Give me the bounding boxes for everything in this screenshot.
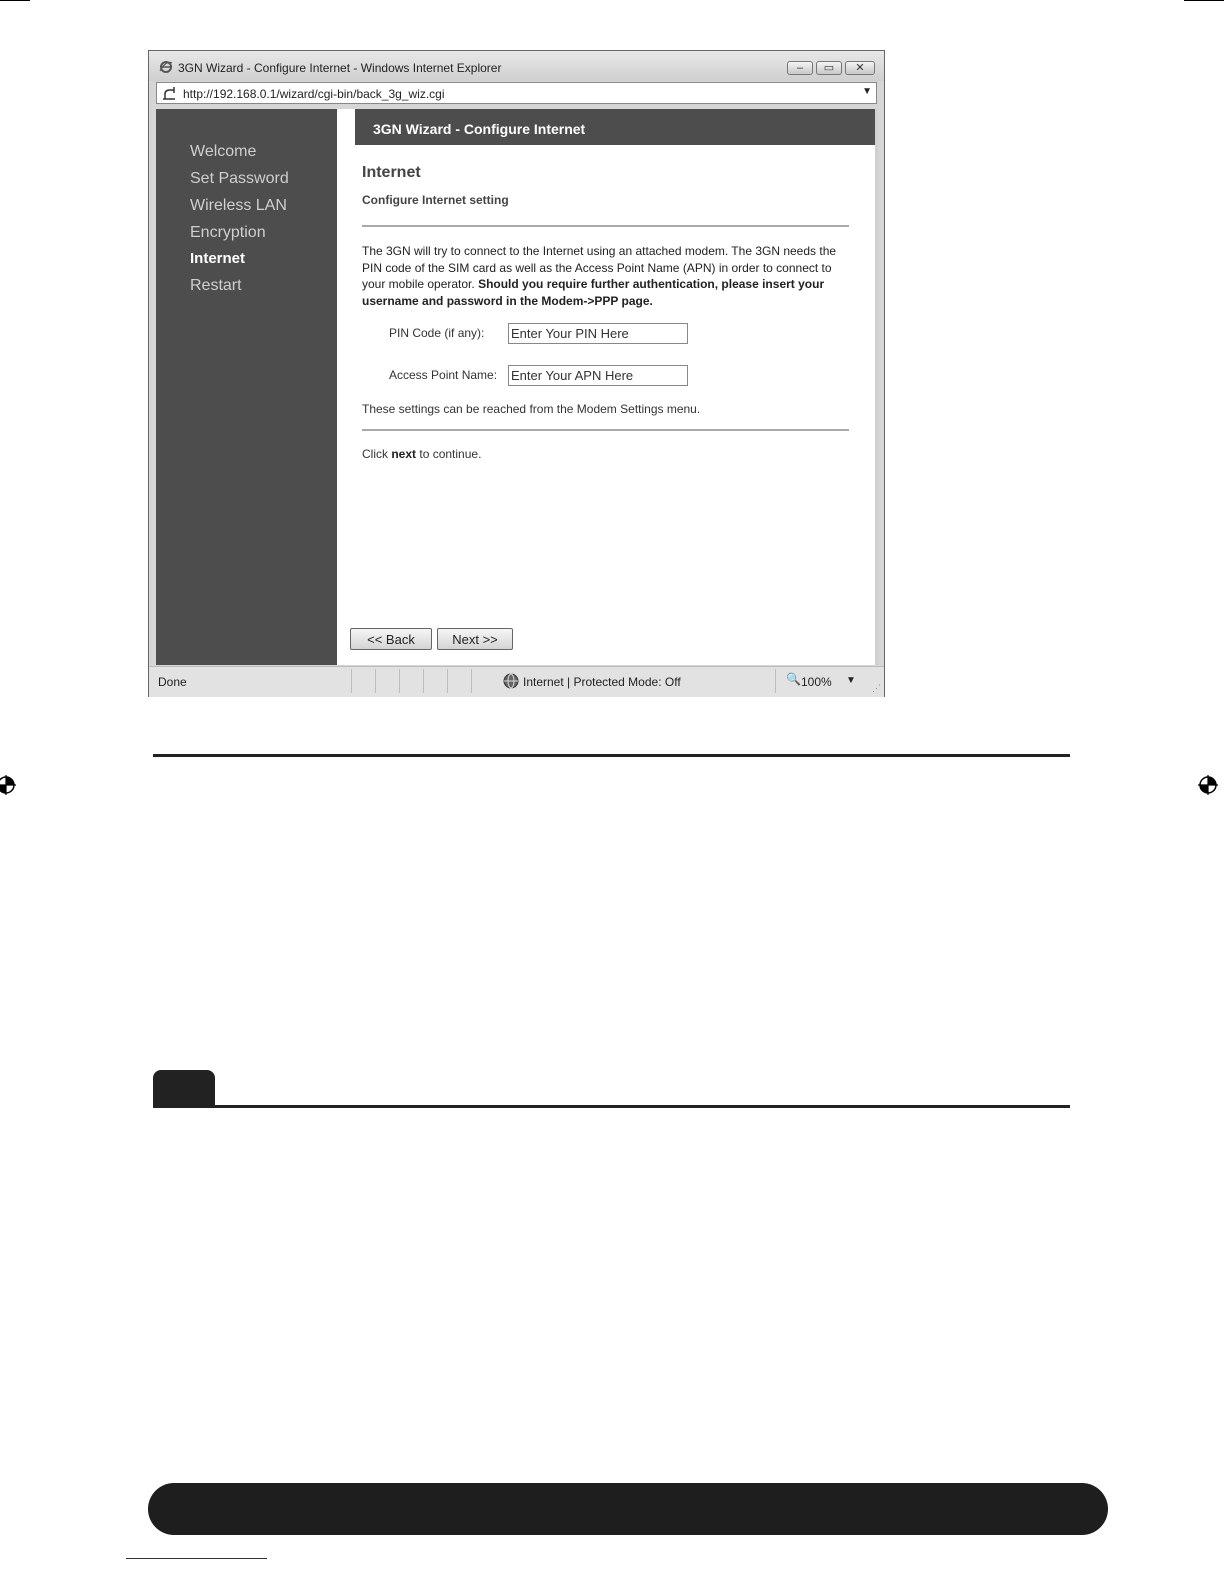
crop-mark	[0, 0, 30, 1]
status-separator	[399, 669, 400, 693]
description-plain: The 3GN will try to connect to the Internet using an attached modem. The 3GN needs the PIN code of the SIM card as well as the Access Point Name (APN) in order to connect to your mobile operator.	[362, 244, 837, 291]
title-bar	[149, 51, 884, 81]
resize-grip-icon[interactable]: ⋰	[872, 683, 881, 693]
right-edge	[875, 109, 878, 665]
security-zone-text[interactable]: Internet | Protected Mode: Off	[523, 675, 681, 689]
page-title: Internet	[362, 164, 421, 181]
zoom-icon[interactable]: 🔍	[786, 672, 801, 686]
status-separator	[447, 669, 448, 693]
sidebar-gap	[337, 109, 355, 665]
sidebar-item-internet[interactable]: Internet	[190, 250, 246, 267]
status-text: Done	[158, 675, 187, 689]
status-separator	[775, 669, 776, 693]
ie-logo-icon	[159, 60, 173, 74]
section-rule	[153, 1105, 1070, 1108]
apn-input[interactable]	[508, 365, 688, 386]
page-rule	[153, 754, 1070, 757]
back-button[interactable]: << Back	[350, 628, 432, 650]
page-header-title: 3GN Wizard - Configure Internet	[373, 121, 586, 137]
continue-note	[362, 447, 481, 461]
minimize-button[interactable]	[787, 61, 813, 75]
sidebar-item-encryption[interactable]: Encryption	[190, 224, 266, 241]
minimize-icon: –	[796, 62, 804, 74]
footer-underline	[126, 1558, 267, 1559]
page-subtitle: Configure Internet setting	[362, 193, 509, 207]
sidebar-item-wireless-lan[interactable]: Wireless LAN	[190, 197, 287, 214]
divider	[362, 429, 849, 431]
page-icon	[162, 86, 176, 100]
pin-code-label: PIN Code (if any):	[389, 326, 485, 340]
divider	[362, 225, 849, 227]
next-button[interactable]: Next >>	[437, 628, 513, 650]
status-separator	[351, 669, 352, 693]
window-title: 3GN Wizard - Configure Internet - Windows Internet Explorer	[178, 61, 502, 75]
crop-mark	[1184, 0, 1224, 1]
footer-bar	[148, 1483, 1108, 1535]
apn-label: Access Point Name:	[389, 368, 498, 382]
wizard-sidebar	[156, 109, 337, 665]
registration-mark-icon	[1198, 775, 1218, 795]
chevron-down-icon[interactable]: ▼	[846, 675, 856, 686]
maximize-button[interactable]	[816, 61, 842, 75]
settings-note: These settings can be reached from the Modem Settings menu.	[362, 402, 701, 416]
sidebar-item-welcome[interactable]: Welcome	[190, 143, 257, 160]
section-tab	[153, 1070, 215, 1108]
sidebar-item-set-password[interactable]: Set Password	[190, 170, 289, 187]
browser-window	[148, 50, 885, 697]
globe-icon	[503, 673, 519, 689]
status-separator	[375, 669, 376, 693]
pin-code-input[interactable]	[508, 323, 688, 344]
continue-suffix: to continue.	[416, 447, 482, 461]
address-bar[interactable]	[156, 82, 877, 104]
description-text	[362, 243, 842, 309]
url-text: http://192.168.0.1/wizard/cgi-bin/back_3g_wiz.cgi	[183, 87, 445, 101]
registration-mark-icon	[0, 775, 16, 795]
chevron-down-icon[interactable]: ▼	[862, 86, 872, 97]
close-icon: ✕	[855, 62, 865, 74]
content-header	[355, 109, 875, 145]
status-separator	[423, 669, 424, 693]
status-bar	[149, 666, 884, 697]
continue-bold: next	[391, 447, 417, 461]
zoom-level[interactable]: 100%	[801, 675, 832, 689]
status-separator	[471, 669, 472, 693]
maximize-icon: ▭	[823, 62, 835, 74]
page-viewport	[156, 109, 878, 665]
sidebar-item-restart[interactable]: Restart	[190, 277, 242, 294]
description-bold: Should you require further authentication, please insert your username and password in the Modem->PPP page.	[362, 277, 825, 308]
continue-prefix: Click	[362, 447, 392, 461]
close-button[interactable]	[845, 61, 875, 75]
